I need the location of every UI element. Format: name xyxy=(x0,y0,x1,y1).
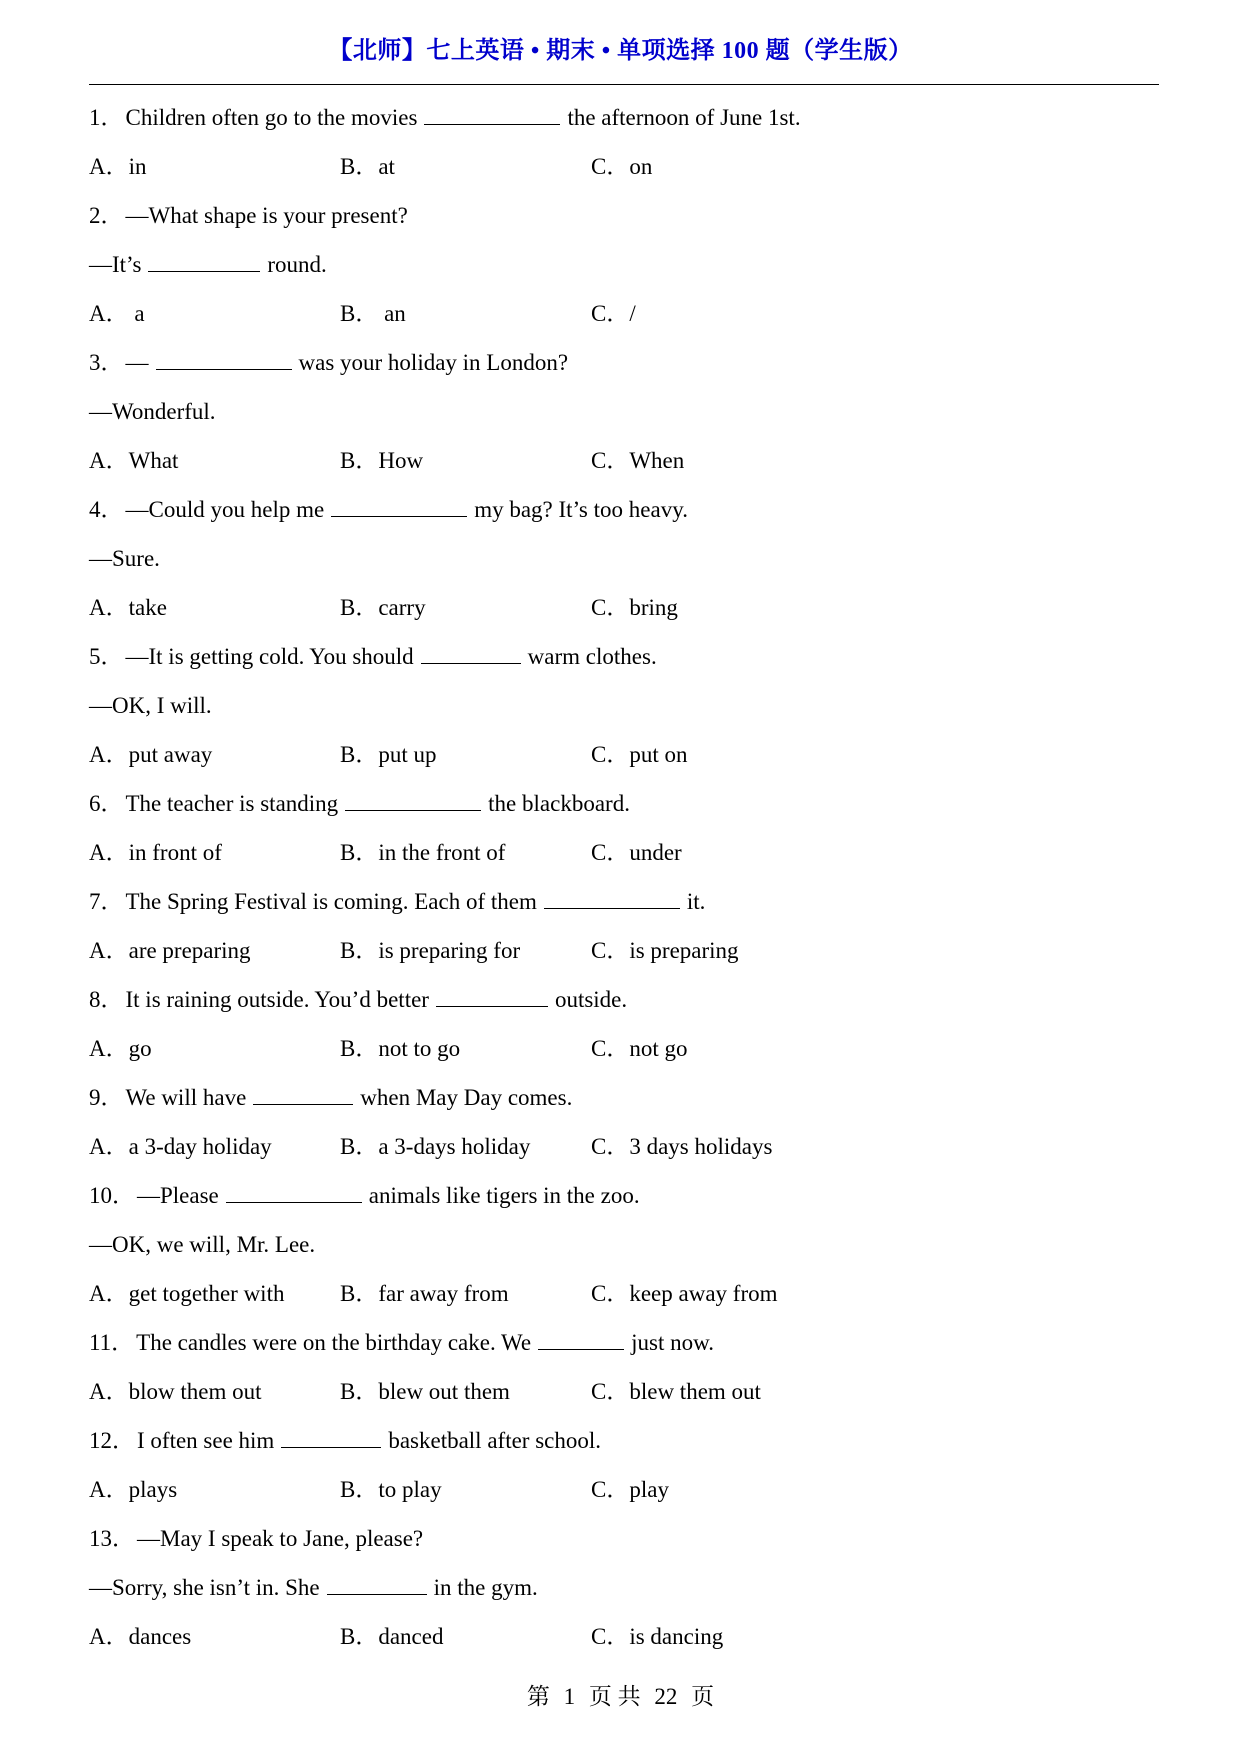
footer-page-number: 1 xyxy=(563,1684,576,1709)
question-text: —Please xyxy=(137,1183,219,1208)
question-text: —Could you help me xyxy=(125,497,325,522)
question-number: 13． xyxy=(89,1526,135,1551)
question-line xyxy=(89,1563,1159,1612)
question-line xyxy=(89,240,1159,289)
option-a: A．put away xyxy=(89,742,213,767)
question-text: —Sorry, she isn’t in. She xyxy=(89,1575,320,1600)
question-text: warm clothes. xyxy=(527,644,657,669)
option-c: C．3 days holidays xyxy=(591,1134,773,1159)
question-line xyxy=(89,779,1159,828)
option-c: C．blew them out xyxy=(591,1379,761,1404)
options-row xyxy=(89,1024,1159,1073)
option-b: B．carry xyxy=(340,595,426,620)
option-a: A．are preparing xyxy=(89,938,251,963)
question-text: just now. xyxy=(631,1330,714,1355)
question-text: when May Day comes. xyxy=(360,1085,573,1110)
question-text: —Sure. xyxy=(89,546,160,571)
question-text: —OK, I will. xyxy=(89,693,212,718)
footer-mid: 页 共 xyxy=(588,1684,641,1709)
question-line xyxy=(89,1073,1159,1122)
options-row xyxy=(89,828,1159,877)
question-text: basketball after school. xyxy=(388,1428,601,1453)
question-line xyxy=(89,387,1159,436)
options-row xyxy=(89,1612,1159,1661)
answer-blank xyxy=(148,249,260,272)
question-number: 11． xyxy=(89,1330,135,1355)
question-line xyxy=(89,1171,1159,1220)
answer-blank xyxy=(253,1082,353,1105)
question-line xyxy=(89,93,1159,142)
answer-blank xyxy=(281,1425,381,1448)
option-a: A．What xyxy=(89,448,179,473)
question-line xyxy=(89,534,1159,583)
question-number: 7． xyxy=(89,889,124,914)
question-text: The teacher is standing xyxy=(125,791,339,816)
question-line xyxy=(89,1318,1159,1367)
question-number: 4． xyxy=(89,497,124,522)
options-row xyxy=(89,1269,1159,1318)
option-a: A．in xyxy=(89,154,147,179)
option-b: B．to play xyxy=(340,1477,442,1502)
page-header-title: 【北师】七上英语 • 期末 • 单项选择 100 题（学生版） xyxy=(328,38,913,64)
page-footer xyxy=(0,1678,1241,1711)
footer-prefix: 第 xyxy=(526,1684,550,1709)
answer-blank xyxy=(327,1572,427,1595)
option-c: C．put on xyxy=(591,742,688,767)
option-a: A． a xyxy=(89,301,145,326)
option-a: A．in front of xyxy=(89,840,222,865)
question-number: 2． xyxy=(89,203,124,228)
option-c: C．/ xyxy=(591,301,636,326)
question-text: Children often go to the movies xyxy=(125,105,418,130)
question-text: I often see him xyxy=(137,1428,275,1453)
option-b: B．danced xyxy=(340,1624,444,1649)
options-row xyxy=(89,1465,1159,1514)
question-text: The candles were on the birthday cake. We xyxy=(136,1330,532,1355)
option-c: C．is preparing xyxy=(591,938,739,963)
option-c: C．keep away from xyxy=(591,1281,778,1306)
question-text: outside. xyxy=(554,987,628,1012)
question-text: —Wonderful. xyxy=(89,399,216,424)
question-line xyxy=(89,338,1159,387)
answer-blank xyxy=(436,984,548,1007)
question-text: was your holiday in London? xyxy=(298,350,569,375)
question-number: 9． xyxy=(89,1085,124,1110)
option-c: C．bring xyxy=(591,595,678,620)
question-text: —It is getting cold. You should xyxy=(125,644,414,669)
option-a: A．plays xyxy=(89,1477,178,1502)
question-text: the afternoon of June 1st. xyxy=(567,105,801,130)
answer-blank xyxy=(424,102,560,125)
question-line xyxy=(89,1416,1159,1465)
option-b: B．in the front of xyxy=(340,840,506,865)
question-text: round. xyxy=(267,252,327,277)
option-a: A．get together with xyxy=(89,1281,285,1306)
question-text: animals like tigers in the zoo. xyxy=(368,1183,640,1208)
options-row xyxy=(89,289,1159,338)
option-b: B．How xyxy=(340,448,424,473)
options-row xyxy=(89,1367,1159,1416)
question-text: —May I speak to Jane, please? xyxy=(137,1526,424,1551)
question-line xyxy=(89,485,1159,534)
question-text: We will have xyxy=(125,1085,247,1110)
answer-blank xyxy=(226,1180,362,1203)
question-line xyxy=(89,1514,1159,1563)
question-text: —OK, we will, Mr. Lee. xyxy=(89,1232,316,1257)
options-row xyxy=(89,583,1159,632)
question-text: my bag? It’s too heavy. xyxy=(474,497,688,522)
question-text: —It’s xyxy=(89,252,142,277)
option-b: B． an xyxy=(340,301,406,326)
option-b: B．at xyxy=(340,154,395,179)
option-b: B．blew out them xyxy=(340,1379,510,1404)
question-text: The Spring Festival is coming. Each of them xyxy=(125,889,537,914)
option-a: A．go xyxy=(89,1036,152,1061)
question-number: 3． xyxy=(89,350,124,375)
footer-suffix: 页 xyxy=(691,1684,715,1709)
option-a: A．a 3-day holiday xyxy=(89,1134,272,1159)
option-c: C．play xyxy=(591,1477,669,1502)
option-b: B．far away from xyxy=(340,1281,509,1306)
options-row xyxy=(89,926,1159,975)
options-row xyxy=(89,436,1159,485)
option-c: C．not go xyxy=(591,1036,688,1061)
question-number: 1． xyxy=(89,105,124,130)
option-c: C．is dancing xyxy=(591,1624,724,1649)
answer-blank xyxy=(156,347,292,370)
option-b: B．a 3-days holiday xyxy=(340,1134,531,1159)
option-a: A．dances xyxy=(89,1624,192,1649)
question-line xyxy=(89,975,1159,1024)
question-number: 8． xyxy=(89,987,124,1012)
question-line xyxy=(89,681,1159,730)
question-text: —What shape is your present? xyxy=(125,203,408,228)
option-b: B．not to go xyxy=(340,1036,461,1061)
options-row xyxy=(89,730,1159,779)
option-c: C．When xyxy=(591,448,685,473)
question-number: 5． xyxy=(89,644,124,669)
answer-blank xyxy=(345,788,481,811)
options-row xyxy=(89,142,1159,191)
option-b: B．is preparing for xyxy=(340,938,521,963)
question-number: 6． xyxy=(89,791,124,816)
question-text: the blackboard. xyxy=(488,791,630,816)
option-c: C．on xyxy=(591,154,653,179)
answer-blank xyxy=(544,886,680,909)
answer-blank xyxy=(331,494,467,517)
option-c: C．under xyxy=(591,840,682,865)
question-line xyxy=(89,1220,1159,1269)
question-text: — xyxy=(125,350,149,375)
answer-blank xyxy=(421,641,521,664)
option-a: A．blow them out xyxy=(89,1379,262,1404)
header-divider xyxy=(89,84,1159,85)
question-number: 10． xyxy=(89,1183,135,1208)
question-text: in the gym. xyxy=(433,1575,538,1600)
option-a: A．take xyxy=(89,595,167,620)
question-text: It is raining outside. You’d better xyxy=(125,987,429,1012)
option-b: B．put up xyxy=(340,742,437,767)
question-line xyxy=(89,632,1159,681)
answer-blank xyxy=(538,1327,624,1350)
question-number: 12． xyxy=(89,1428,135,1453)
question-line xyxy=(89,877,1159,926)
question-line xyxy=(89,191,1159,240)
question-text: it. xyxy=(686,889,706,914)
question-list xyxy=(89,93,1159,1661)
options-row xyxy=(89,1122,1159,1171)
footer-total-pages: 22 xyxy=(654,1684,678,1709)
